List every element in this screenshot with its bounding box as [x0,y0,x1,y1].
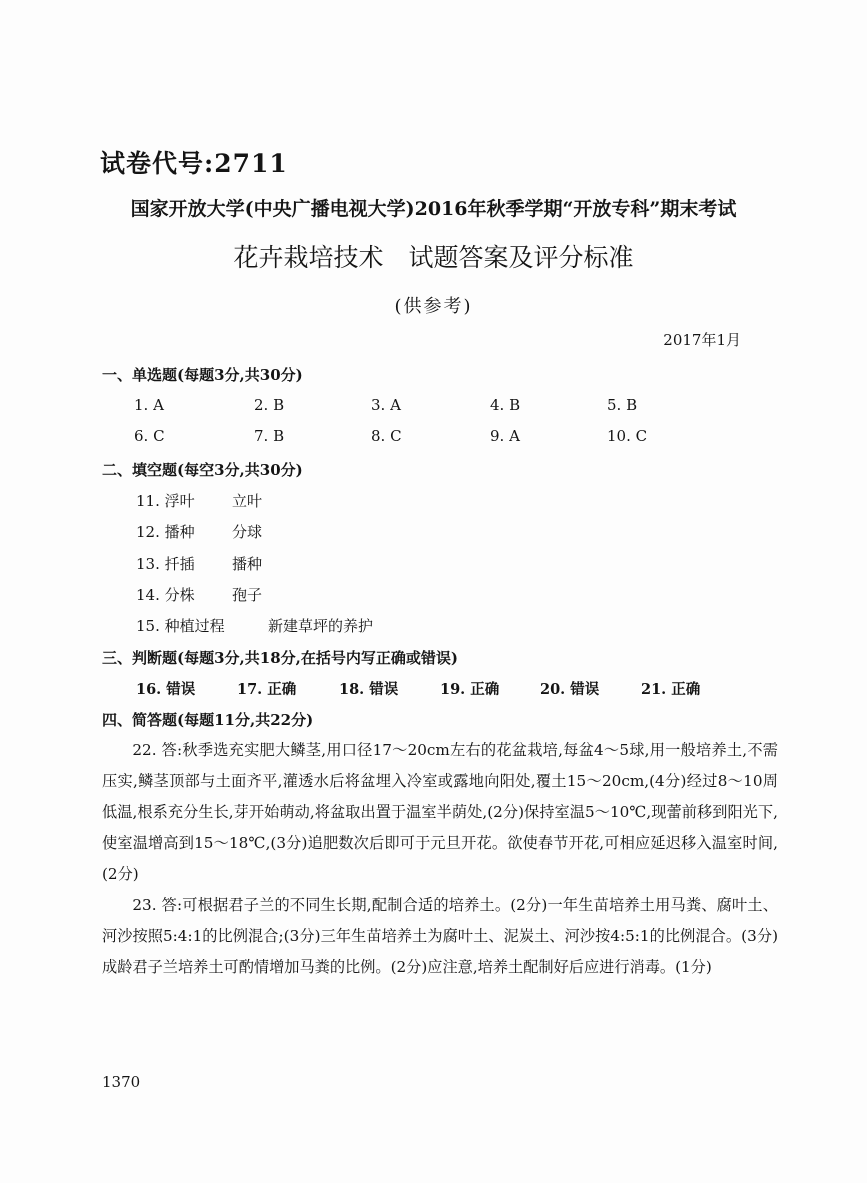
tf-answer: 19. 正确 [440,681,500,698]
section-heading-true-false: 三、判断题(每题3分,共18分,在括号内写正确或错误) [102,649,458,667]
short-answer-23: 23. 答:可根据君子兰的不同生长期,配制合适的培养土。(2分)一年生苗培养土用马粪、腐叶土、河沙按照5:4:1的比例混合;(3分)三年生苗培养土为腐叶土、泥炭土、河沙按4:5:1的比例混合。(3分)成龄君子兰培养土可酌情增加马粪的比例。(2分)应注意,培养土配制好后应进行消毒。(1分) [102,896,778,976]
fill-item-number: 14. 分株 [136,586,195,604]
fill-item-answer: 播种 [232,555,263,573]
exam-date: 2017年1月 [663,331,741,349]
answer-item: 4. B [490,396,521,414]
tf-answer: 20. 错误 [540,681,600,698]
paper-code: 试卷代号:2711 [100,149,288,178]
answer-item: 8. C [371,427,402,445]
answer-item: 7. B [254,427,285,445]
section-heading-short-answer: 四、简答题(每题11分,共22分) [102,711,314,729]
page-number: 1370 [102,1073,141,1091]
fill-item-number: 13. 扦插 [136,555,195,573]
fill-item-number: 12. 播种 [136,523,195,541]
answer-item: 10. C [607,427,648,445]
tf-answer: 16. 错误 [136,681,196,698]
answer-item: 1. A [134,396,164,414]
fill-item-answer: 孢子 [232,586,263,604]
answer-item: 3. A [371,396,401,414]
reference-note: (供参考) [394,296,473,317]
tf-answer: 18. 错误 [339,681,399,698]
subject-title: 花卉栽培技术 试题答案及评分标准 [233,243,634,272]
answer-item: 5. B [607,396,638,414]
fill-item-answer: 分球 [232,523,263,541]
section-heading-multiple-choice: 一、单选题(每题3分,共30分) [102,366,303,384]
short-answer-22: 22. 答:秋季选充实肥大鳞茎,用口径17～20cm左右的花盆栽培,每盆4～5球,用一般培养土,不需压实,鳞茎顶部与土面齐平,灌透水后将盆埋入冷室或露地向阳处,覆土15～20cm,(4分)经过8～10周低温,根系充分生长,芽开始萌动,将盆取出置于温室半荫处,(2分)保持室温5～10℃,现蕾前移到阳光下,使室温增高到15～18℃,(3分)追肥数次后即可于元旦开花。欲使春节开花,可相应延迟移入温室时间,(2分) [102,741,778,883]
tf-answer: 21. 正确 [641,681,701,698]
answer-item: 2. B [254,396,285,414]
tf-answer: 17. 正确 [237,681,297,698]
answer-item: 6. C [134,427,165,445]
exam-title: 国家开放大学(中央广播电视大学)2016年秋季学期“开放专科”期末考试 [130,198,737,220]
fill-item-answer: 立叶 [232,492,263,510]
fill-item-number: 11. 浮叶 [136,492,195,510]
fill-item-answer: 新建草坪的养护 [268,617,374,635]
answer-item: 9. A [490,427,520,445]
fill-item-number: 15. 种植过程 [136,617,225,635]
section-heading-fill-in: 二、填空题(每空3分,共30分) [102,461,303,479]
